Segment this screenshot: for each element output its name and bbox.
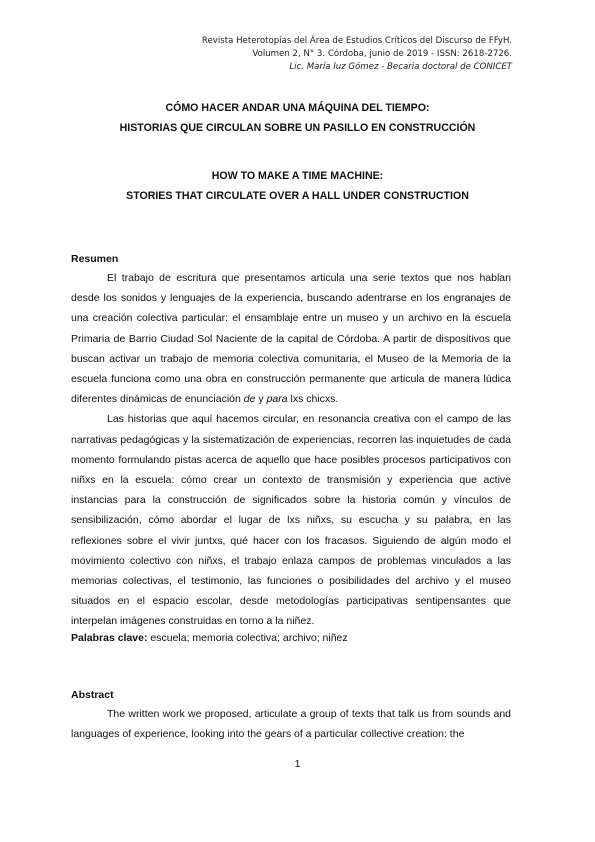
emphasis-de: de bbox=[243, 393, 256, 406]
abstract-paragraph-1: The written work we proposed, articulate a group of texts that talk us from sounds and languages of experience, looking into the gears of a particular collective creation: the bbox=[71, 708, 511, 741]
title-english bbox=[70, 166, 525, 206]
resumen-paragraph-1-text: El trabajo de escritura que presentamos articula una serie textos que nos hablan desde los sonidos y lenguajes de la experiencia, buscando adentrarse en los engranajes de una creación colectiva particular: el ensamblaje entre un museo y un archivo en la escuela Primaria de Barrio Ciudad Sol Naciente de la capital de Córdoba. A partir de dispositivos que buscan activar un trabajo de memoria colectiva comunitaria, el Museo de la Memoria de la escuela funciona como una obra en construcción permanente que articula de manera lúdica diferentes dinámicas de enunciación bbox=[71, 272, 511, 406]
header-line-journal: Revista Heterotopías del Área de Estudios Críticos del Discurso de FFyH. bbox=[201, 36, 512, 46]
resumen-heading: Resumen bbox=[71, 253, 119, 265]
resumen-paragraph-2: Las historias que aquí hacemos circular, en resonancia creativa con el campo de las narrativas pedagógicas y la sistematización de experiencias, recorren las inquietudes de cada momento formulando pistas acerca de aquello que hace posibles procesos participativos con niñxs en la escuela: cómo crear un contexto de transmisión y experiencia que active instancias para la construcción de significados sobre la historia común y vínculos de sensibilización, cómo abordar el lugar de lxs niñxs, su escucha y su palabra, en las reflexiones sobre el vivir juntxs, qué hacer con los fracasos. Siguiendo de algún modo el movimiento colectivo con niñxs, el trabajo enlaza campos de problemas vinculados a las memorias colectivas, el testimonio, las funciones o posibilidades del archivo y el museo situados en el espacio escolar, desde metodologías participativas sentipensantes que interpelan imágenes construidas en torno a la niñez. bbox=[71, 413, 511, 628]
header-line-volume: Volumen 2, N° 3. Córdoba, junio de 2019 - ISSN: 2618-2726. bbox=[252, 49, 512, 59]
keywords bbox=[71, 632, 348, 644]
connector-y: y bbox=[255, 393, 267, 406]
keywords-value: escuela; memoria colectiva; archivo; niñez bbox=[147, 632, 348, 644]
header-line-author: Lic. María luz Gómez - Becaria doctoral de CONICET bbox=[289, 62, 512, 72]
title-spanish-line-1: CÓMO HACER ANDAR UNA MÁQUINA DEL TIEMPO: bbox=[165, 102, 430, 114]
resumen-paragraph-1-end: lxs chicxs. bbox=[287, 393, 339, 406]
keywords-label: Palabras clave: bbox=[71, 632, 148, 644]
resumen-body bbox=[71, 268, 511, 632]
title-spanish-line-2: HISTORIAS QUE CIRCULAN SOBRE UN PASILLO EN CONSTRUCCIÓN bbox=[119, 122, 476, 134]
title-spanish bbox=[70, 98, 525, 138]
emphasis-para: para bbox=[266, 393, 288, 406]
abstract-body bbox=[71, 704, 511, 744]
page-number: 1 bbox=[294, 758, 301, 770]
abstract-heading: Abstract bbox=[71, 689, 114, 701]
title-english-line-1: HOW TO MAKE A TIME MACHINE: bbox=[211, 170, 384, 182]
resumen-paragraph-1 bbox=[71, 268, 511, 409]
journal-header bbox=[202, 35, 512, 74]
title-english-line-2: STORIES THAT CIRCULATE OVER A HALL UNDER CONSTRUCTION bbox=[126, 190, 469, 202]
